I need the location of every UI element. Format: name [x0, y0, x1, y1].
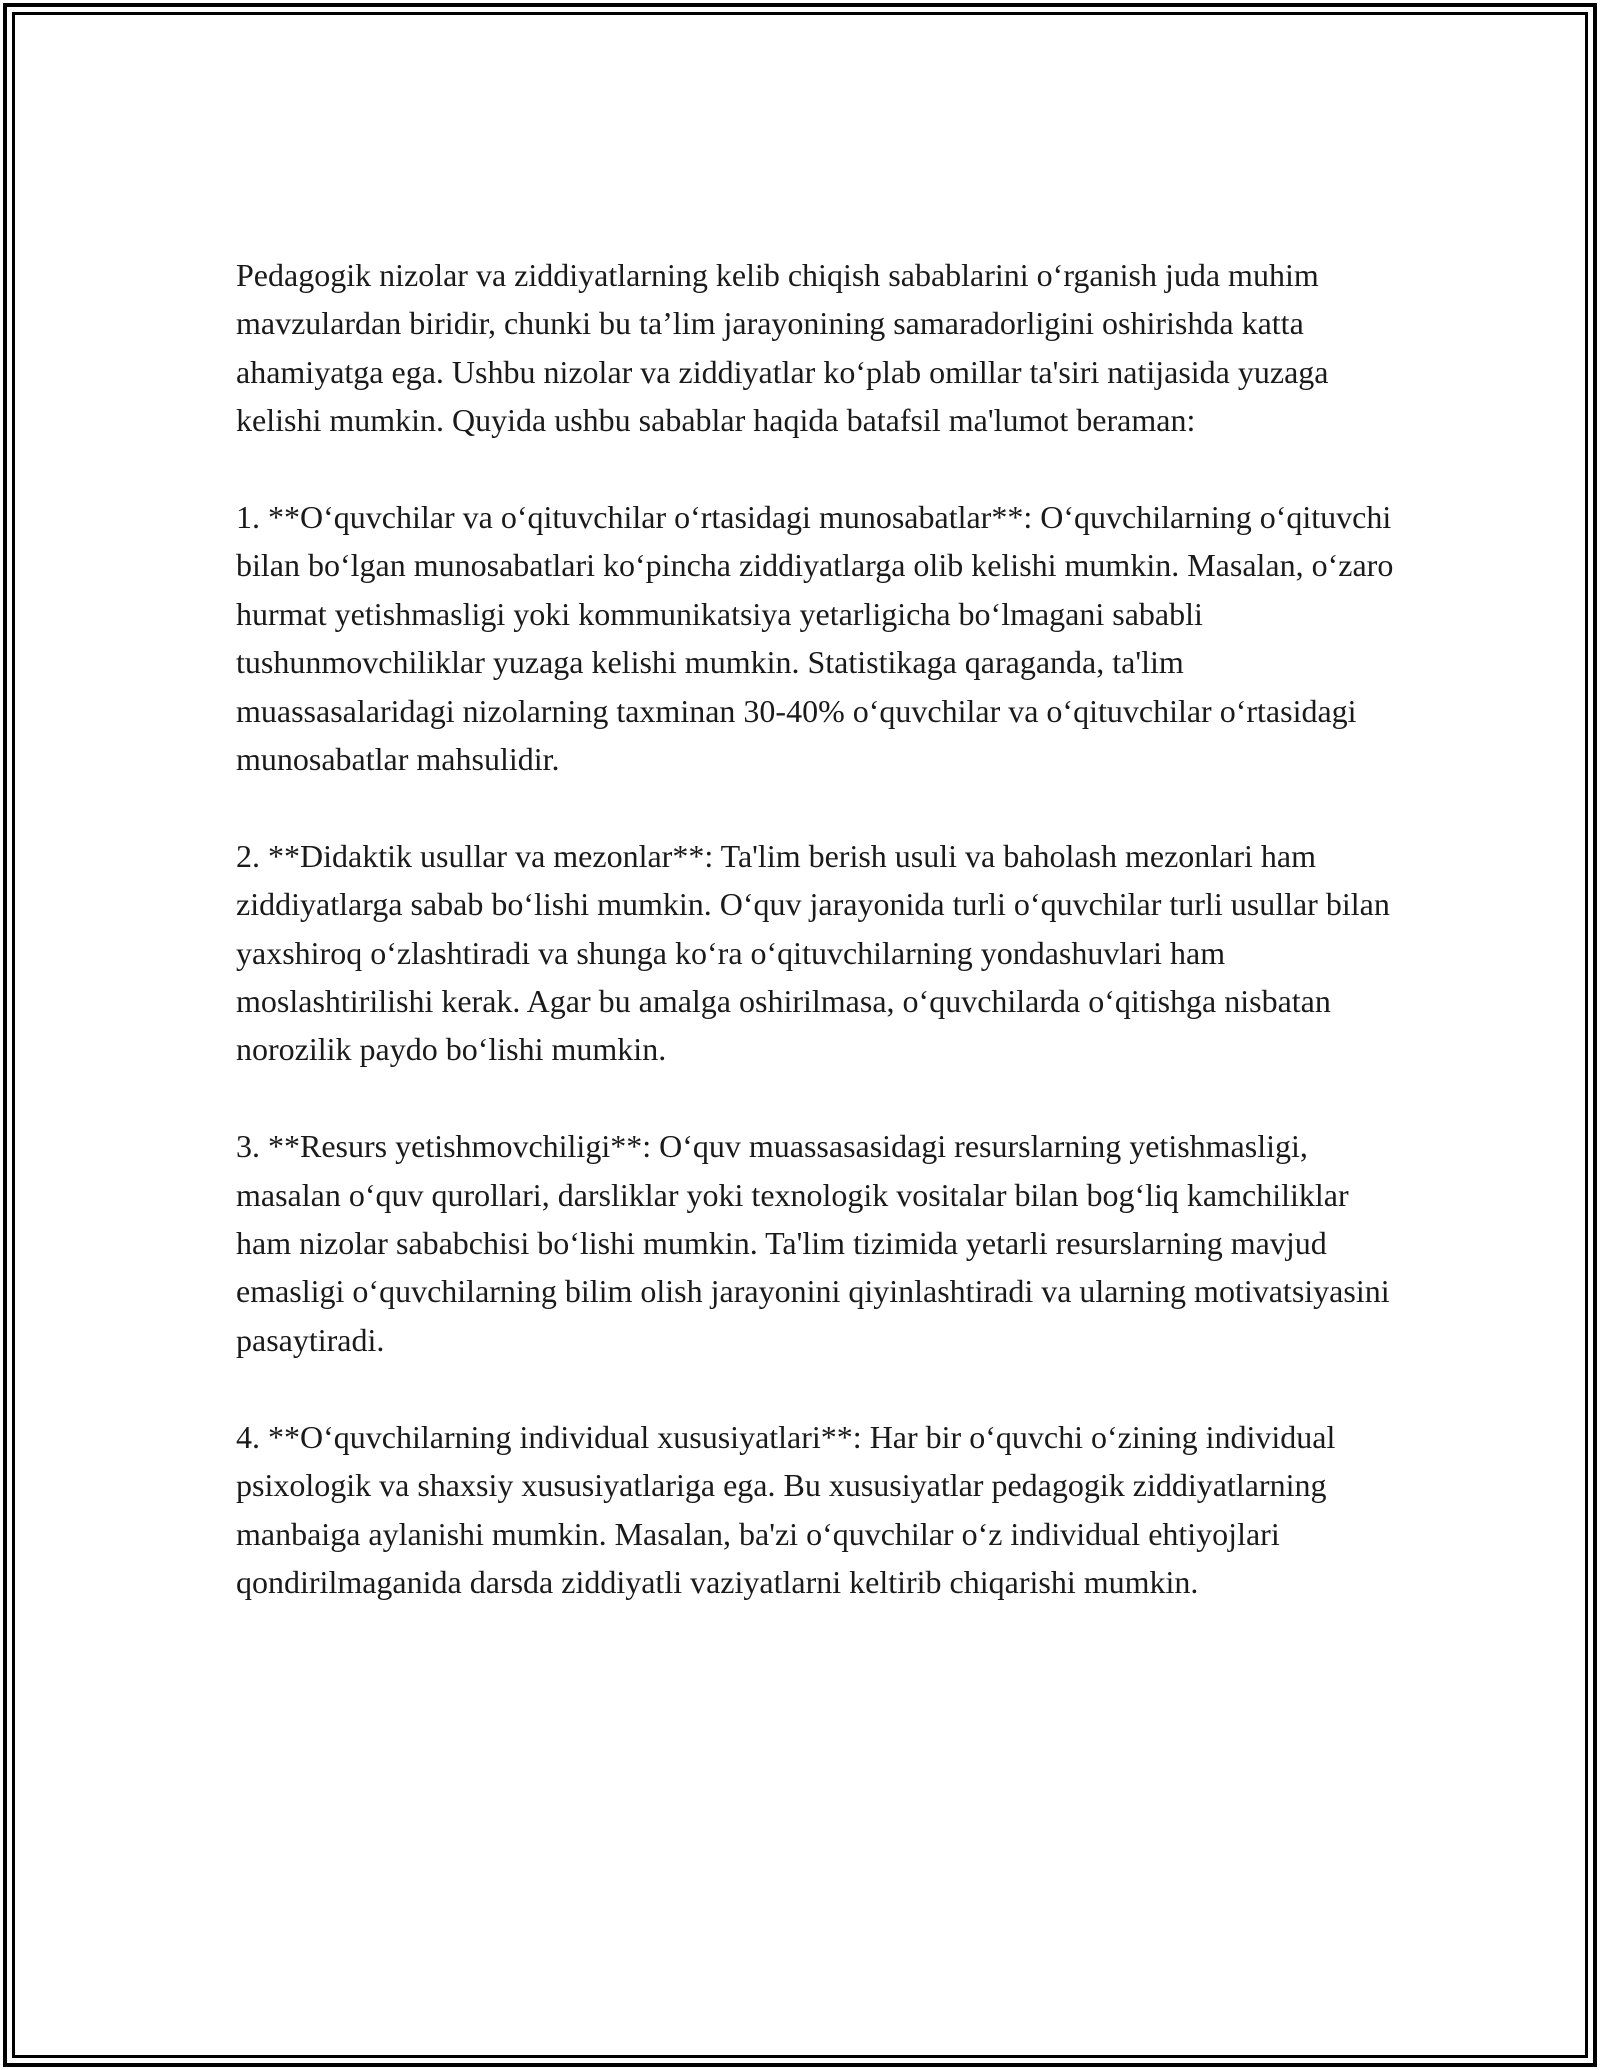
paragraph-individual-traits: 4. **Oʻquvchilarning individual xususiyatlari**: Har bir oʻquvchi oʻzining individual psixologik va shaxsiy xususiyatlariga ega. Bu xususiyatlar pedagogik ziddiyatlarning manbaiga aylanishi mumkin. Masalan, ba'zi oʻquvchilar oʻz individual ehtiyojlari qondirilmaganida darsda ziddiyatli vaziyatlarni keltirib chiqarishi mumkin. — [236, 1418, 1336, 1600]
intro-paragraph: Pedagogik nizolar va ziddiyatlarning kelib chiqish sabablarini oʻrganish juda muhim mavzulardan biridir, chunki bu taʼlim jarayonining samaradorligini oshirishda katta ahamiyatga ega. Ushbu nizolar va ziddiyatlar koʻplab omillar ta'siri natijasida yuzaga kelishi mumkin. Quyida ushbu sabablar haqida batafsil ma'lumot beraman: — [236, 257, 1329, 439]
paragraph-didactic-methods: 2. **Didaktik usullar va mezonlar**: Ta'lim berish usuli va baholash mezonlari ham ziddiyatlarga sabab boʻlishi mumkin. Oʻquv jarayonida turli oʻquvchilar turli usullar bilan yaxshiroq oʻzlashtiradi va shunga koʻra oʻqituvchilarning yondashuvlari ham moslashtirilishi kerak. Agar bu amalga oshirilmasa, oʻquvchilarda oʻqitishga nisbatan norozilik paydo boʻlishi mumkin. — [236, 837, 1390, 1068]
paragraph-resource-shortage: 3. **Resurs yetishmovchiligi**: Oʻquv muassasasidagi resurslarning yetishmasligi, masalan oʻquv qurollari, darsliklar yoki texnologik vositalar bilan bogʻliq kamchiliklar ham nizolar sababchisi boʻlishi mumkin. Ta'lim tizimida yetarli resurslarning mavjud emasligi oʻquvchilarning bilim olish jarayonini qiyinlashtiradi va ularning motivatsiyasini pasaytiradi. — [236, 1128, 1390, 1358]
paragraph-relationships: 1. **Oʻquvchilar va oʻqituvchilar oʻrtasidagi munosabatlar**: Oʻquvchilarning oʻqituvchi bilan boʻlgan munosabatlari koʻpincha ziddiyatlarga olib kelishi mumkin. Masalan, oʻzaro hurmat yetishmasligi yoki kommunikatsiya yetarligicha boʻlmagani sababli tushunmovchiliklar yuzaga kelishi mumkin. Statistikaga qaraganda, ta'lim muassasalaridagi nizolarning taxminan 30-40% oʻquvchilar va oʻqituvchilar oʻrtasidagi munosabatlar mahsulidir. — [236, 499, 1394, 778]
document-body — [236, 251, 1396, 1606]
